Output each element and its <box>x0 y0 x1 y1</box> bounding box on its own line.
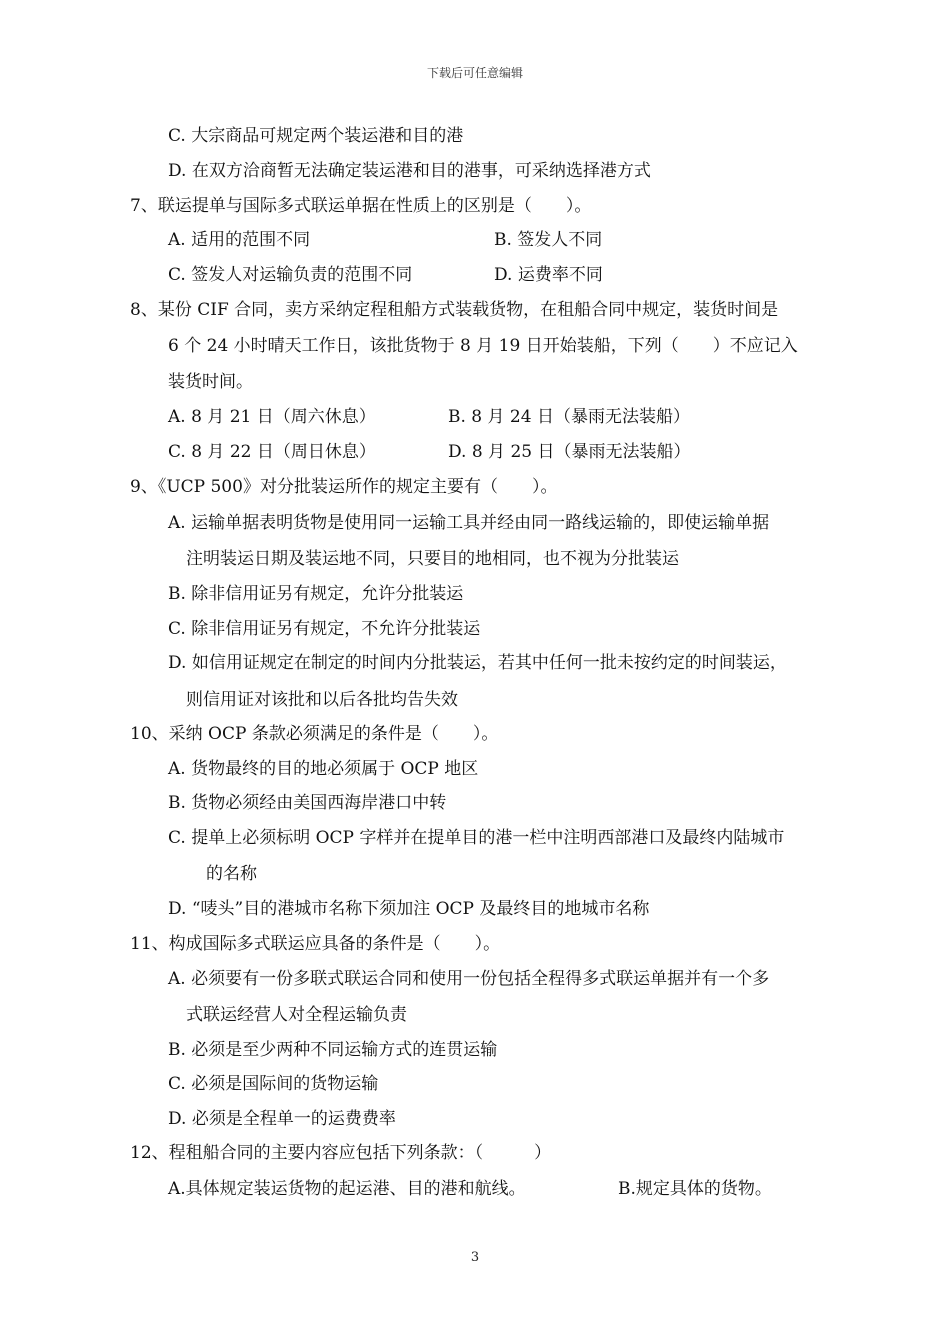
option-line: D. 如信用证规定在制定的时间内分批装运，若其中任何一批未按约定的时间装运， <box>168 653 787 673</box>
option-line: A. 8 月 21 日（周六休息） <box>168 407 376 427</box>
page-number: 3 <box>470 1250 480 1265</box>
option-line: C. 除非信用证另有规定，不允许分批装运 <box>168 619 481 639</box>
option-line: B. 签发人不同 <box>494 230 603 250</box>
option-line: A. 货物最终的目的地必须属于 OCP 地区 <box>168 759 479 779</box>
option-line-continued: 注明装运日期及装运地不同，只要目的地相同，也不视为分批装运 <box>186 549 679 569</box>
question-12: 12、程租船合同的主要内容应包括下列条款：（ ） <box>130 1143 552 1163</box>
option-line-continued: 的名称 <box>206 864 257 884</box>
option-line: B. 8 月 24 日（暴雨无法装船） <box>448 407 690 427</box>
option-line: C. 8 月 22 日（周日休息） <box>168 442 376 462</box>
option-line: D. “唛头”目的港城市名称下须加注 OCP 及最终目的地城市名称 <box>168 899 650 919</box>
option-line-continued: 式联运经营人对全程运输负责 <box>186 1005 407 1025</box>
option-line: C. 大宗商品可规定两个装运港和目的港 <box>168 126 464 146</box>
option-line: B. 除非信用证另有规定，允许分批装运 <box>168 584 464 604</box>
option-line: B.规定具体的货物。 <box>618 1179 772 1199</box>
option-line: D. 8 月 25 日（暴雨无法装船） <box>448 442 691 462</box>
question-11: 11、构成国际多式联运应具备的条件是（ ）。 <box>130 934 501 954</box>
question-8-continued: 装货时间。 <box>168 372 253 392</box>
option-line: B. 必须是至少两种不同运输方式的连贯运输 <box>168 1040 498 1060</box>
question-8-continued: 6 个 24 小时晴天工作日，该批货物于 8 月 19 日开始装船，下列（ ）不应记入 <box>168 336 798 356</box>
question-7: 7、联运提单与国际多式联运单据在性质上的区别是（ ）。 <box>130 196 592 216</box>
option-line: D. 运费率不同 <box>494 265 603 285</box>
option-line: D. 必须是全程单一的运费费率 <box>168 1109 396 1129</box>
option-line: A. 适用的范围不同 <box>168 230 311 250</box>
question-10: 10、采纳 OCP 条款必须满足的条件是（ ）。 <box>130 724 499 744</box>
option-line: C. 必须是国际间的货物运输 <box>168 1074 379 1094</box>
option-line: D. 在双方洽商暂无法确定装运港和目的港事，可采纳选择港方式 <box>168 161 651 181</box>
page-header: 下载后可任意编辑 <box>426 66 523 80</box>
option-line: A. 必须要有一份多联式联运合同和使用一份包括全程得多式联运单据并有一个多 <box>168 969 770 989</box>
question-8: 8、某份 CIF 合同，卖方采纳定程租船方式装载货物，在租船合同中规定，装货时间是 <box>130 300 779 320</box>
option-line: C. 签发人对运输负责的范围不同 <box>168 265 413 285</box>
option-line: C. 提单上必须标明 OCP 字样并在提单目的港一栏中注明西部港口及最终内陆城市 <box>168 828 785 848</box>
option-line: A.具体规定装运货物的起运港、目的港和航线。 <box>168 1179 526 1199</box>
option-line: B. 货物必须经由美国西海岸港口中转 <box>168 793 447 813</box>
question-9: 9、《UCP 500》对分批装运所作的规定主要有（ ）。 <box>130 477 558 497</box>
option-line: A. 运输单据表明货物是使用同一运输工具并经由同一路线运输的，即使运输单据 <box>168 513 770 533</box>
option-line-continued: 则信用证对该批和以后各批均告失效 <box>186 690 458 710</box>
